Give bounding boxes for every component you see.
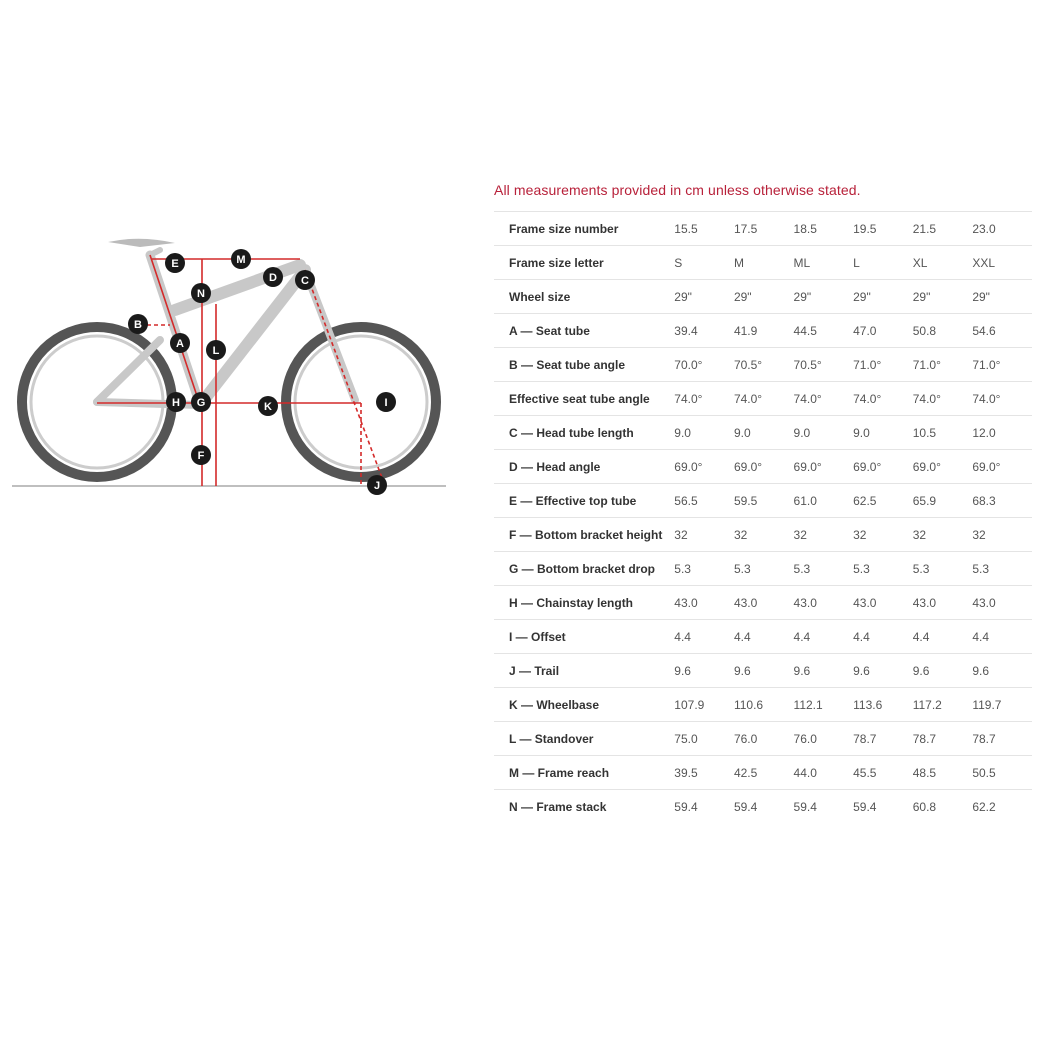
row-value: 32 [793,527,807,542]
table-row [494,212,1032,246]
row-value: XXL [972,255,995,270]
svg-text:M: M [236,254,246,266]
row-value: 59.4 [793,799,817,814]
row-label: H — Chainstay length [509,595,634,610]
row-value: 43.0 [912,595,937,610]
row-value: 29" [674,289,692,304]
row-value: 119.7 [972,697,1002,712]
row-label: B — Seat tube angle [509,357,626,372]
badge-H [166,392,186,412]
svg-text:F: F [197,450,205,462]
table-row [494,552,1032,586]
row-value: 117.2 [912,697,942,712]
row-value: 50.5 [972,765,996,780]
badge-A [170,333,190,353]
table-row [494,790,1032,824]
table-row [494,688,1032,722]
badge-G [191,392,211,412]
row-value: 5.3 [972,561,989,576]
row-value: 42.5 [733,765,758,780]
row-value: 59.4 [853,799,877,814]
row-label: F — Bottom bracket height [509,527,663,542]
badge-J [367,475,387,495]
row-value: 59.5 [733,493,758,508]
badge-F [191,445,211,465]
row-value: 41.9 [733,323,758,338]
geometry-table [494,211,1032,824]
row-value: 47.0 [853,323,877,338]
row-value: 17.5 [733,221,758,236]
row-value: 110.6 [733,697,764,712]
row-value: 74.0° [674,391,703,406]
row-value: 62.5 [853,493,877,508]
row-label: Wheel size [509,289,571,304]
row-value: 43.0 [972,595,996,610]
row-value: 70.0° [674,357,703,372]
table-row [494,246,1032,280]
row-value: 12.0 [972,425,996,440]
row-label: Frame size number [509,221,619,236]
row-value: 76.0 [793,731,817,746]
row-value: 32 [972,527,986,542]
row-label: D — Head angle [509,459,601,474]
row-value: 39.5 [674,765,698,780]
row-value: 44.0 [793,765,817,780]
units-note: All measurements provided in cm unless otherwise stated. [494,182,861,198]
row-label: L — Standover [509,731,594,746]
row-value: 45.5 [853,765,877,780]
badge-M [231,249,251,269]
bike-illustration [0,210,460,510]
row-value: 71.0° [912,357,941,372]
row-value: L [853,255,860,270]
row-label: C — Head tube length [509,425,634,440]
row-value: 76.0 [733,731,758,746]
row-value: 71.0° [972,357,1001,372]
row-value: 4.4 [972,629,989,644]
row-value: 9.6 [793,663,811,678]
row-value: 56.5 [674,493,698,508]
row-value: XL [912,255,928,270]
table-row [494,756,1032,790]
row-value: 19.5 [853,221,877,236]
row-label: G — Bottom bracket drop [509,561,656,576]
row-value: 32 [853,527,867,542]
badge-B [128,314,148,334]
row-value: 5.3 [853,561,870,576]
row-value: 5.3 [674,561,691,576]
row-value: 43.0 [674,595,698,610]
row-value: 43.0 [853,595,877,610]
row-value: 29" [733,289,752,304]
row-value: ML [793,255,811,270]
row-value: 71.0° [853,357,882,372]
table-row [494,654,1032,688]
row-value: 5.3 [793,561,811,576]
row-label: Frame size letter [509,255,604,270]
row-value: 9.0 [853,425,870,440]
row-value: 74.0° [853,391,882,406]
row-value: 69.0° [853,459,882,474]
row-value: 4.4 [674,629,691,644]
svg-text:B: B [134,319,142,331]
row-label: E — Effective top tube [509,493,637,508]
row-value: 29" [853,289,871,304]
row-value: 75.0 [674,731,698,746]
svg-text:G: G [196,397,206,409]
row-value: 15.5 [674,221,698,236]
row-value: 10.5 [912,425,937,440]
svg-text:I: I [384,397,388,409]
row-value: 5.3 [912,561,930,576]
row-value: 43.0 [793,595,817,610]
table-row [494,620,1032,654]
row-value: 9.0 [674,425,691,440]
svg-text:A: A [176,338,184,350]
badge-C [295,270,315,290]
row-value: 78.7 [912,731,937,746]
row-value: 69.0° [674,459,703,474]
badge-L [206,340,226,360]
row-value: 54.6 [972,323,996,338]
table-row [494,722,1032,756]
badge-K [258,396,278,416]
row-value: 70.5° [733,357,763,372]
row-value: 9.0 [793,425,811,440]
svg-text:C: C [301,275,309,287]
row-value: 9.0 [733,425,751,440]
row-label: I — Offset [509,629,566,644]
row-label: Effective seat tube angle [509,391,650,406]
table-row [494,382,1032,416]
row-value: 65.9 [912,493,937,508]
row-value: 43.0 [733,595,758,610]
row-label: K — Wheelbase [509,697,600,712]
row-value: 62.2 [972,799,996,814]
svg-text:H: H [172,397,180,409]
row-value: S [674,255,683,270]
row-value: 18.5 [793,221,817,236]
svg-text:J: J [373,480,381,492]
table-row [494,518,1032,552]
svg-text:N: N [197,288,205,300]
row-value: 78.7 [972,731,996,746]
bike-geometry-diagram [0,210,460,510]
row-value: 9.6 [853,663,870,678]
row-value: 32 [674,527,688,542]
row-value: 29" [912,289,931,304]
row-value: 48.5 [912,765,937,780]
row-value: 59.4 [674,799,698,814]
badge-N [191,283,211,303]
svg-text:E: E [171,258,179,270]
row-value: 74.0° [793,391,822,406]
row-value: 60.8 [912,799,937,814]
table-row [494,314,1032,348]
row-value: 4.4 [912,629,930,644]
row-value: 70.5° [793,357,822,372]
row-value: 4.4 [853,629,870,644]
row-value: 9.6 [912,663,930,678]
row-value: 32 [733,527,748,542]
table-row [494,586,1032,620]
row-value: M [733,255,744,270]
row-label: M — Frame reach [509,765,610,780]
row-value: 69.0° [733,459,763,474]
row-value: 74.0° [972,391,1001,406]
row-value: 23.0 [972,221,996,236]
table-row [494,348,1032,382]
table-row [494,416,1032,450]
row-value: 74.0° [733,391,763,406]
row-value: 4.4 [733,629,751,644]
svg-text:L: L [212,345,220,357]
row-value: 29" [793,289,812,304]
row-value: 69.0° [912,459,941,474]
row-value: 50.8 [912,323,937,338]
row-value: 59.4 [733,799,758,814]
row-value: 113.6 [853,697,883,712]
row-value: 69.0° [793,459,822,474]
row-label: J — Trail [509,663,560,678]
row-value: 69.0° [972,459,1001,474]
row-value: 74.0° [912,391,941,406]
row-value: 9.6 [972,663,989,678]
row-label: N — Frame stack [509,799,607,814]
row-value: 21.5 [912,221,937,236]
row-value: 44.5 [793,323,817,338]
table-row [494,280,1032,314]
row-value: 112.1 [793,697,823,712]
row-value: 32 [912,527,927,542]
row-value: 9.6 [733,663,751,678]
row-value: 39.4 [674,323,698,338]
badge-D [263,267,283,287]
row-value: 5.3 [733,561,751,576]
table-row [494,484,1032,518]
row-label: A — Seat tube [509,323,590,338]
row-value: 107.9 [674,697,705,712]
row-value: 29" [972,289,990,304]
row-value: 78.7 [853,731,877,746]
badge-I [376,392,396,412]
row-value: 4.4 [793,629,811,644]
table-row [494,450,1032,484]
svg-text:K: K [264,401,272,413]
badge-E [165,253,185,273]
row-value: 9.6 [674,663,691,678]
row-value: 68.3 [972,493,996,508]
svg-text:D: D [269,272,277,284]
row-value: 61.0 [793,493,817,508]
